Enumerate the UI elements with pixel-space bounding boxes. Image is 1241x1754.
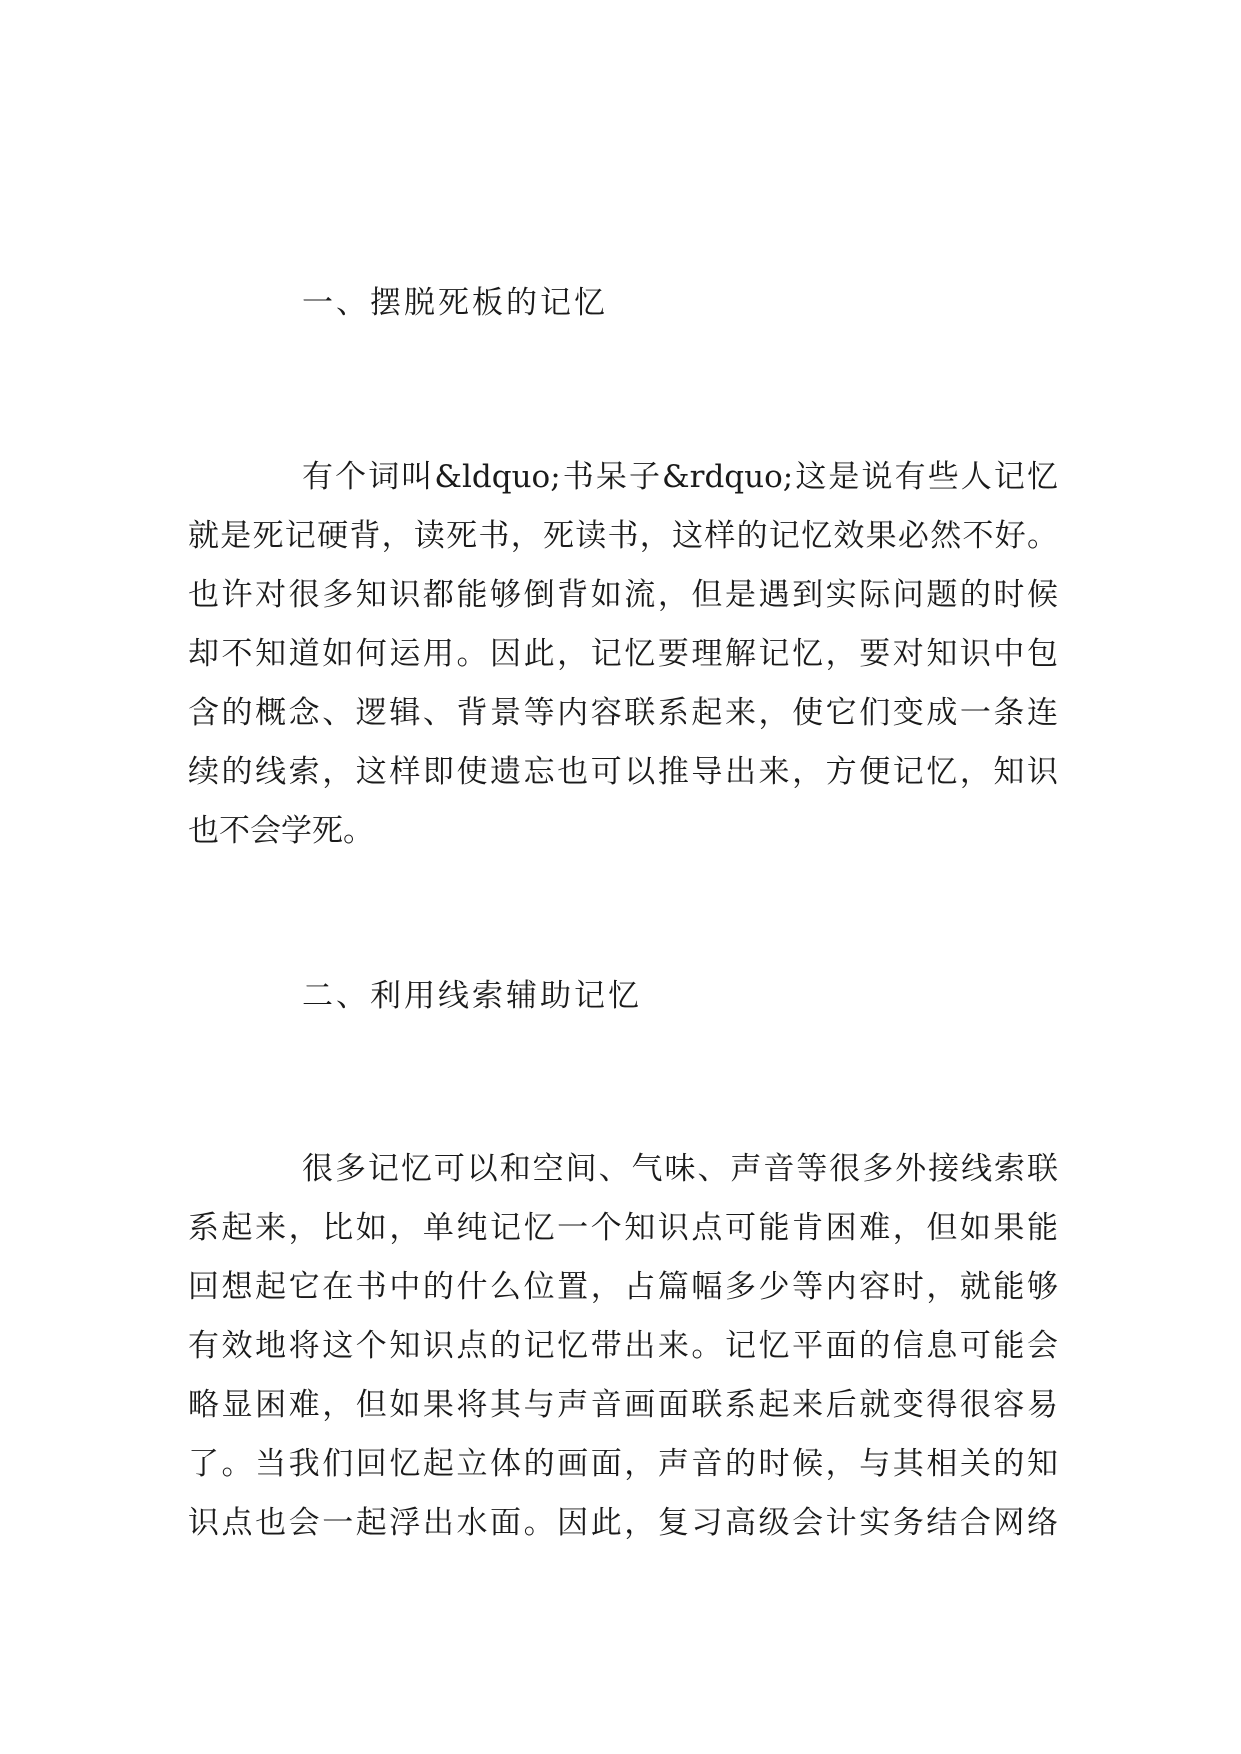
paragraph-line: 含的概念、逻辑、背景等内容联系起来，使它们变成一条连 (188, 695, 1058, 731)
paragraph-line: 略显困难，但如果将其与声音画面联系起来后就变得很容易 (188, 1387, 1058, 1423)
paragraph-line: 系起来，比如，单纯记忆一个知识点可能肯困难，但如果能 (188, 1210, 1058, 1246)
section-paragraph-1 (188, 448, 1058, 861)
paragraph-line: 识点也会一起浮出水面。因此，复习高级会计实务结合网络 (188, 1505, 1058, 1541)
paragraph-line: 很多记忆可以和空间、气味、声音等很多外接线索联 (302, 1151, 1058, 1187)
paragraph-line: 就是死记硬背，读死书，死读书，这样的记忆效果必然不好。 (188, 518, 1058, 554)
paragraph-line: 有个词叫&ldquo;书呆子&rdquo;这是说有些人记忆 (302, 459, 1058, 495)
section-heading-2: 二、利用线索辅助记忆 (302, 978, 642, 1014)
section-heading-1: 一、摆脱死板的记忆 (302, 285, 608, 321)
paragraph-line: 也许对很多知识都能够倒背如流，但是遇到实际问题的时候 (188, 577, 1058, 613)
paragraph-line: 回想起它在书中的什么位置，占篇幅多少等内容时，就能够 (188, 1269, 1058, 1305)
section-paragraph-2 (188, 1140, 1058, 1553)
paragraph-line: 续的线索，这样即使遗忘也可以推导出来，方便记忆，知识 (188, 754, 1058, 790)
paragraph-line: 有效地将这个知识点的记忆带出来。记忆平面的信息可能会 (188, 1328, 1058, 1364)
paragraph-line: 也不会学死。 (188, 813, 374, 849)
paragraph-line: 了。当我们回忆起立体的画面，声音的时候，与其相关的知 (188, 1446, 1058, 1482)
paragraph-line: 却不知道如何运用。因此，记忆要理解记忆，要对知识中包 (188, 636, 1058, 672)
